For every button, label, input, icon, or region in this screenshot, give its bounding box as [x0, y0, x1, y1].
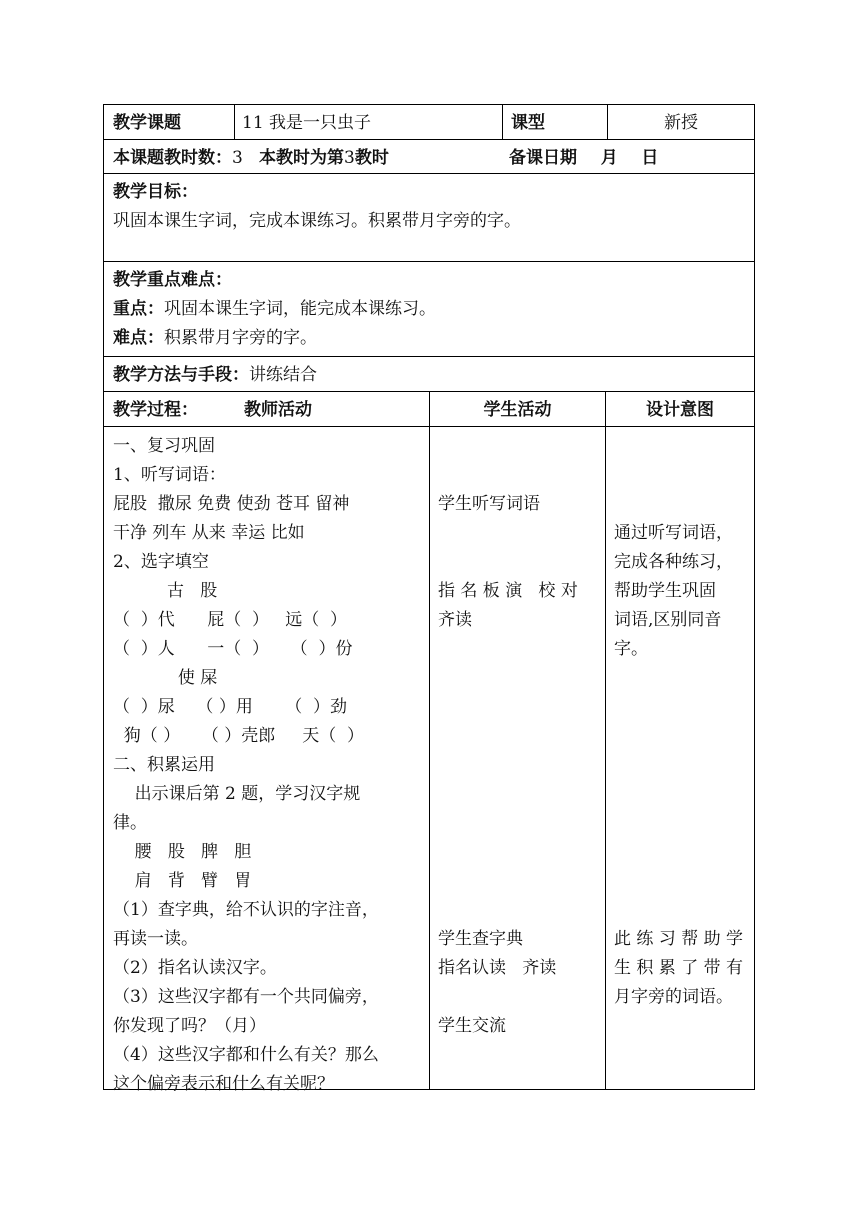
topic-label: 教学课题: [113, 113, 181, 133]
type-label: 课型: [511, 113, 545, 133]
process-label: 教学过程：: [113, 400, 198, 420]
key-text: 巩固本课生字词，能完成本课练习。: [164, 299, 436, 319]
teacher-activity-line: 1、听写词语：: [113, 465, 226, 485]
student-activity-line: 指名认读 齐读: [438, 958, 557, 978]
goals-label: 教学目标：: [113, 182, 198, 202]
design-intent-line: 字。: [614, 639, 648, 659]
teacher-activity-line: 干净 列车 从来 幸运 比如: [113, 523, 305, 543]
design-intent-header: 设计意图: [646, 400, 714, 420]
design-intent-line: 词语,区别同音: [614, 610, 722, 630]
total-hours-label: 本课题教时数：: [113, 148, 232, 168]
teacher-activity-line: 古 股: [113, 581, 218, 601]
teacher-activity-line: 屁股 撒尿 免费 使劲 苍耳 留神: [113, 494, 350, 514]
design-intent-line: 通过听写词语，: [614, 523, 733, 543]
lesson-plan-table: [103, 104, 755, 1094]
hours-line: [113, 148, 389, 168]
design-intent-line: 月字旁的词语。: [614, 987, 733, 1007]
process-body: [104, 427, 754, 1094]
method-row: [104, 357, 754, 392]
teacher-activity-line: （ ）人 一（ ） （ ）份: [113, 639, 353, 659]
hours-row: [104, 140, 754, 174]
difficulty-text: 积累带月字旁的字。: [164, 328, 317, 348]
key-line: [113, 299, 436, 319]
design-intent-line: 生 积 累 了 带 有: [614, 958, 744, 978]
teacher-activity-line: 使 屎: [113, 668, 218, 688]
teacher-activity-line: 2、选字填空: [113, 552, 209, 572]
student-activity-line: 学生查字典: [438, 929, 523, 949]
prep-month: 月: [600, 148, 618, 168]
student-activity-header: 学生活动: [483, 400, 552, 420]
method-line: [113, 365, 317, 385]
teacher-activity-line: 律。: [113, 813, 147, 833]
method-text: 讲练结合: [249, 365, 317, 385]
teacher-activity-line: 你发现了吗？（月）: [113, 1016, 266, 1036]
total-hours-value: 3: [232, 148, 243, 168]
teacher-activity-line: （ ）尿 （ ）用 （ ）劲: [113, 697, 348, 717]
teacher-activity-line: （4）这些汉字都和什么有关？那么: [113, 1045, 379, 1065]
difficulty-line: [113, 328, 317, 348]
student-activity-line: 齐读: [438, 610, 472, 630]
type-value: 新授: [664, 113, 698, 133]
prep-date: [509, 148, 658, 168]
teacher-activity-line: 这个偏旁表示和什么有关呢？: [113, 1074, 334, 1094]
keypoints-row: [104, 262, 754, 357]
current-hour-value: 3: [344, 148, 355, 168]
teacher-activity-line: （3）这些汉字都有一个共同偏旁，: [113, 987, 379, 1007]
teacher-activity-line: （1）查字典，给不认识的字注音，: [113, 900, 379, 920]
topic-value: 11 我是一只虫子: [242, 113, 372, 133]
teacher-activity-line: （2）指名认读汉字。: [113, 958, 277, 978]
key-label: 重点：: [113, 299, 164, 319]
teacher-activity-line: 肩 背 臂 胃: [113, 871, 252, 891]
goals-row: [104, 174, 754, 262]
student-activity-line: 指 名 板 演 校 对: [438, 581, 578, 601]
design-intent-line: 帮助学生巩固: [614, 581, 716, 601]
teacher-activity-line: 一、复习巩固: [113, 436, 215, 456]
goals-text: 巩固本课生字词，完成本课练习。积累带月字旁的字。: [113, 211, 521, 231]
difficulty-label: 难点：: [113, 328, 164, 348]
teacher-activity-line: 狗（ ） （ ）壳郎 天（ ）: [113, 726, 365, 746]
method-label: 教学方法与手段：: [113, 365, 249, 385]
prep-day: 日: [641, 148, 659, 168]
prep-date-label: 备课日期: [509, 148, 577, 168]
teacher-activity-line: 再读一读。: [113, 929, 198, 949]
student-activity-line: 学生听写词语: [438, 494, 540, 514]
topic-row: [104, 105, 754, 140]
current-hour-label: 本教时为第: [259, 148, 345, 168]
teacher-activity-line: 腰 股 脾 胆: [113, 842, 252, 862]
design-intent-line: 完成各种练习，: [614, 552, 733, 572]
teacher-activity-line: 二、积累运用: [113, 755, 215, 775]
teacher-activity-header: 教师活动: [244, 400, 312, 420]
student-activity-line: 学生交流: [438, 1016, 506, 1036]
teacher-activity-line: （ ）代 屁（ ） 远（ ）: [113, 610, 348, 630]
design-intent-line: 此 练 习 帮 助 学: [614, 929, 744, 949]
teacher-activity-line: 出示课后第 2 题，学习汉字规: [113, 784, 361, 804]
keypoints-label: 教学重点难点：: [113, 270, 232, 290]
process-header-row: [104, 392, 754, 427]
current-hour-suffix: 教时: [354, 148, 389, 168]
